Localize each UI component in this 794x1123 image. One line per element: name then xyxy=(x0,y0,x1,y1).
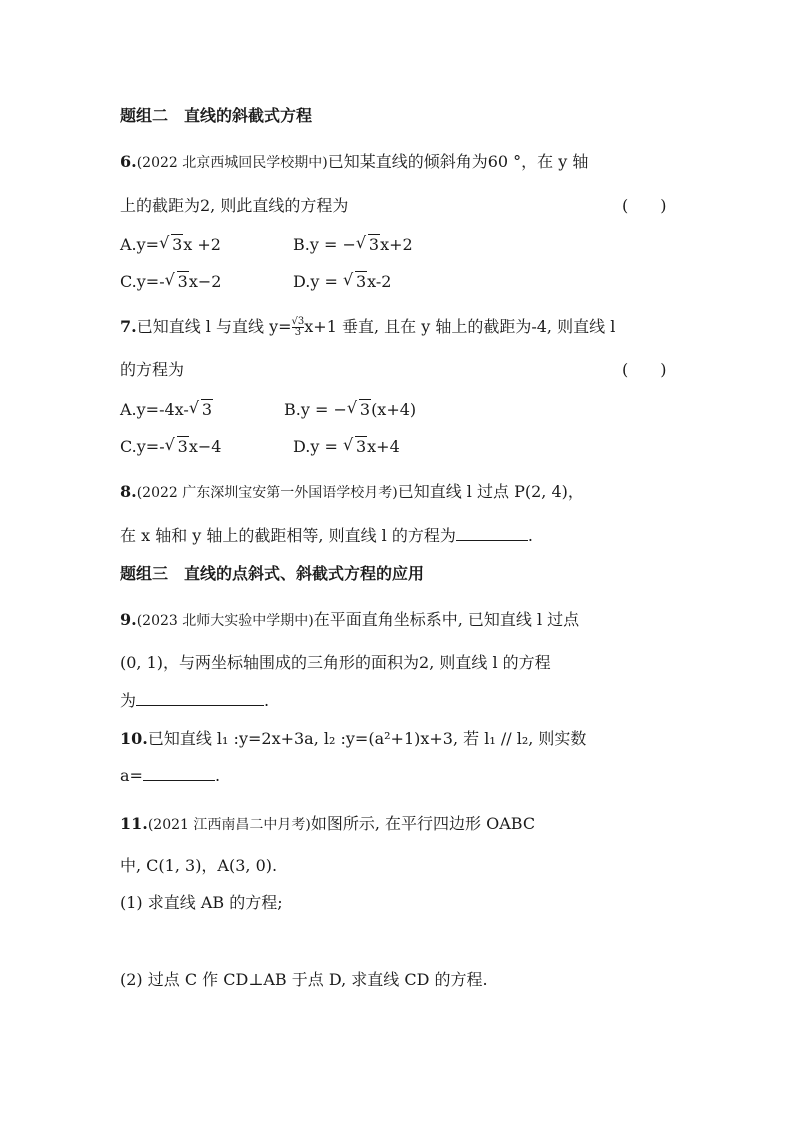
question-7-option-b[interactable]: B.y = −√ 3(x+4) xyxy=(284,400,416,420)
question-8-line2: 在 x 轴和 y 轴上的截距相等, 则直线 l 的方程为 . xyxy=(120,526,533,545)
question-6-option-b[interactable]: B.y = −√ 3x+2 xyxy=(293,235,413,255)
question-8-line1: 8.(2022 广东深圳宝安第一外国语学校月考)已知直线 l 过点 P(2, 4)， xyxy=(120,482,584,501)
question-6-stem-2: 上的截距为2, 则此直线的方程为 xyxy=(120,196,349,215)
answer-blank[interactable] xyxy=(136,691,264,706)
question-6-option-c[interactable]: C.y=-√ 3x−2 xyxy=(120,272,221,292)
question-11-source: (2021 江西南昌二中月考) xyxy=(147,817,311,833)
question-7-line1: 7.已知直线 l 与直线 y= $\frac{√3}{3}$ x+1 垂直, 且在 y 轴上的截距为-4, 则直线 l xyxy=(120,316,616,338)
question-7-option-c[interactable]: C.y=-√ 3x−4 xyxy=(120,437,221,457)
answer-blank[interactable] xyxy=(143,766,215,781)
question-6-option-a[interactable]: A.y=√ 3x +2 xyxy=(120,235,221,255)
question-8-number: 8. xyxy=(120,482,137,501)
question-6-option-d[interactable]: D.y = √ 3x-2 xyxy=(293,272,391,292)
question-7-answer-paren: ( ) xyxy=(622,360,667,379)
question-9-line1: 9.(2023 北师大实验中学期中)在平面直角坐标系中, 已知直线 l 过点 xyxy=(120,610,580,629)
question-6-stem-1: 已知某直线的倾斜角为60 °，在 y 轴 xyxy=(327,152,589,171)
question-7-option-a[interactable]: A.y=-4x-√ 3 xyxy=(120,400,213,420)
question-7-stem-2: 的方程为 xyxy=(120,360,185,379)
question-11-number: 11. xyxy=(120,814,148,833)
question-6-number: 6. xyxy=(120,152,137,171)
question-9-line3: 为 . xyxy=(120,691,270,710)
question-9-source: (2023 北师大实验中学期中) xyxy=(136,613,314,629)
question-10-line1: 10.已知直线 l₁ :y=2x+3a, l₂ :y=(a²+1)x+3, 若 l₁ // l₂, 则实数 xyxy=(120,729,587,748)
question-9-line2: (0, 1)，与两坐标轴围成的三角形的面积为2, 则直线 l 的方程 xyxy=(120,653,551,672)
question-11-line1: 11.(2021 江西南昌二中月考)如图所示, 在平行四边形 OABC xyxy=(120,814,536,833)
question-8-source: (2022 广东深圳宝安第一外国语学校月考) xyxy=(136,485,398,501)
fraction: $\frac{√3}{3}$ xyxy=(291,316,305,338)
question-11-part2: (2) 过点 C 作 CD⊥AB 于点 D, 求直线 CD 的方程. xyxy=(120,970,488,989)
question-6-line1 xyxy=(120,152,588,173)
question-10-line2: a= . xyxy=(120,766,221,785)
question-11-line2: 中, C(1, 3)，A(3, 0). xyxy=(120,856,278,875)
question-6-source: (2022 北京西城回民学校期中) xyxy=(136,155,328,171)
question-7-option-d[interactable]: D.y = √ 3x+4 xyxy=(293,437,400,457)
question-6-answer-paren: ( ) xyxy=(622,196,667,215)
question-9-number: 9. xyxy=(120,610,137,629)
section-heading-group2: 题组二 直线的斜截式方程 xyxy=(120,106,313,125)
section-heading-group3: 题组三 直线的点斜式、斜截式方程的应用 xyxy=(120,564,425,583)
answer-blank[interactable] xyxy=(456,526,528,541)
question-7-number: 7. xyxy=(120,317,137,336)
question-10-number: 10. xyxy=(120,729,148,748)
question-11-part1: (1) 求直线 AB 的方程; xyxy=(120,893,283,912)
